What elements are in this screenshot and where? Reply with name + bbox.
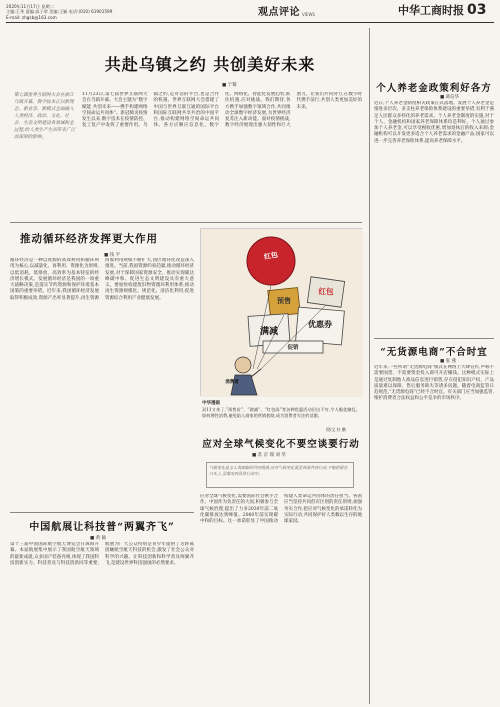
aviation-byline: ■ 黄 颖	[90, 536, 107, 541]
circular-body: 循环经济是一种以资源的高效利用和循环利用为核心,以减量化、再利用、资源化为原则,以低消耗、低排放、高效率为基本特征的经济增长模式。发展循环经济是我国的一项重大战略决策,是落实节约资源和保护环境基本国策的重要举措。近年来,我国循环经济发展取得积极成效,资源产出率显著提升,再生资源回收利用规模不断扩大,园区循环化改造深入推进。当前,我国资源约束趋紧,推动循环经济发展,对于保障国家资源安全、推动实现碳达峰碳中和、促进生态文明建设具有重大意义。要加快构建废旧物资循环利用体系,推动再生资源规模化、规范化、清洁化利用,促进资源综合利用产业健康发展。	[10, 258, 194, 301]
column-divider	[369, 28, 370, 704]
masthead-info	[6, 4, 112, 20]
cartoon-illustration	[200, 228, 362, 396]
dianshang-byline: ■ 张 燕	[440, 359, 457, 364]
circular-headline: 推动循环经济发挥更大作用	[20, 233, 158, 245]
cartoon-tag-hongbao: 红包	[263, 250, 279, 262]
section-header	[258, 3, 315, 18]
cartoon-tag-hongbao-2: 红包	[318, 287, 334, 296]
circular-byline: ■ 钱 平	[104, 253, 121, 258]
masthead-date: 2020年11月17日 星期二	[6, 4, 54, 9]
lead-byline: ■ 于蜀	[222, 83, 237, 88]
section-title: 观点评论	[258, 7, 300, 18]
dianshang-body: 近年来,一些所谓“无货源电商”模式在网络上大肆宣传,声称不需要囤货、不需要资金投入即可开店赚钱。这种模式实际上是通过复制他人商品信息进行销售,存在侵犯知识产权、产品质量难以保障、售后服务缺失等诸多问题。随着电商监管日趋规范,“无货源电商”已经不合时宜。有关部门应当加强监管,维护消费者合法权益和公平竞争的市场秩序。	[374, 365, 494, 402]
aviation-body: 第十三届中国国际航空航天博览会在珠海开幕。本届航展集中展示了我国航空航天领域的最新成就,众多国产装备亮相,体现了我国科技创新实力。科技普及与科技创新同等重要,航展为广大公众特别是青少年提供了近距离接触航空航天科技的机会,激发了社会公众对科学的兴趣。让科技创新和科学普及两翼齐飞,是建设世界科技强国的必然要求。	[10, 542, 194, 566]
section-subtitle: VIEWS	[302, 12, 315, 17]
cartoon-tag-xiaofeizhe: 消费者	[225, 380, 239, 385]
masthead-editors: 主编:王华 责编:高子荣 美编:王颖 电话:(010) 61901599	[6, 9, 113, 15]
cartoon-tag-manjian: 满减	[259, 327, 278, 337]
section-rule	[374, 338, 494, 339]
climate-editor-note: 气候变化是全人类面临的共同挑战,应对气候变化需要各国共同行动,不能停留在口头上,要落实到具体行动中。	[206, 462, 354, 488]
pension-byline: ■ 葛信华	[440, 95, 460, 100]
section-rule	[10, 512, 194, 513]
cartoon-caption-title: 中华漫画	[202, 401, 220, 406]
cartoon-caption: 双11又来了,“预售价”、“满减”、“红包雨”等各种优惠活动层出不穷,令人眼花缭乱。如何理性消费,避免陷入商家的营销套路,成为消费者关注的话题。	[202, 407, 360, 418]
dianshang-headline: “无货源电商”不合时宜	[380, 347, 488, 358]
header-rule	[6, 22, 494, 23]
cartoon-credit: 图/文 杜 鹏	[326, 427, 346, 432]
lead-headline: 共赴乌镇之约 共创美好未来	[104, 55, 316, 74]
aviation-headline: 中国航展让科技普“两翼齐飞”	[29, 522, 175, 533]
section-rule	[10, 222, 362, 223]
cartoon-tag-yushou: 预售	[277, 297, 291, 305]
pension-headline: 个人养老金政策利好各方	[376, 83, 492, 94]
paper-brand	[398, 2, 486, 18]
lead-editor-note: 第七届世界互联网大会在浙江乌镇开幕。数字技术正以新理念、新业态、新模式全面融入人类经济、政治、文化、社会、生态文明建设各领域和全过程,给人类生产生活带来广泛而深刻的影响。	[14, 93, 76, 140]
lead-body: 11月23日,第七届世界互联网大会在乌镇开幕。大会主题为“数字赋能 共创未来——携手构建网络空间命运共同体”。新冠肺炎疫情发生以来,数字技术在疫情防控、复工复产中发挥了重要作用。乌镇之约,是对话的平台,也是合作的机遇。世界互联网大会搭建了中国与世界互联互通的国际平台和国际互联网共享共治的中国平台,推动构建网络空间命运共同体。各方应顺应信息化、数字化、网络化、智能化发展趋势,抓住机遇,应对挑战。我们期待,各方携手加强数字领域合作,共同推动全球数字经济发展,为世界经济复苏注入新动能。面对疫情挑战,数字经济展现出强大韧性和巨大潜力。让我们共同努力,在数字时代携手前行,共创人类更加美好的未来。	[82, 92, 362, 129]
cartoon-tag-cuxiao: 促销	[287, 345, 299, 351]
climate-body: 应对全球气候变化,需要国际社会携手合作。中国作为负责任的大国,积极参与全球气候治理,提出了力争2030年前二氧化碳排放达到峰值、2060年前实现碳中和的目标。这一承诺彰显了中国推动构建人类命运共同体的责任担当。各国应当坚持共同但有区别的责任原则,加强务实合作,把应对气候变化的承诺转化为实际行动,共同保护好人类赖以生存的地球家园。	[200, 494, 362, 525]
pension-body: 近日,个人养老金制度相关政策正式落地。发展个人养老金是推进多层次、多支柱养老保险体系建设的重要举措,有利于满足人民群众多样化的养老需求。个人养老金制度的实施,对于个人、金融机构和国家养老保障体系均是利好。个人通过参加个人养老金,可以享受税收优惠,增加退休后的收入来源;金融机构可以开发更多适合个人养老需求的金融产品;国家可以进一步完善养老保险体系,提高养老保障水平。	[374, 101, 494, 144]
climate-headline: 应对全球气候变化不要空谈要行动	[202, 439, 360, 450]
paper-name: 中华工商时报	[398, 4, 464, 17]
cartoon-tag-youhuiquan: 优惠券	[308, 320, 332, 329]
masthead-email: E-mail: zhgsb@163.com	[6, 14, 57, 20]
climate-byline: ■ 苏 京 瑞 刘 华	[252, 453, 286, 458]
page-number: 03	[467, 2, 487, 18]
